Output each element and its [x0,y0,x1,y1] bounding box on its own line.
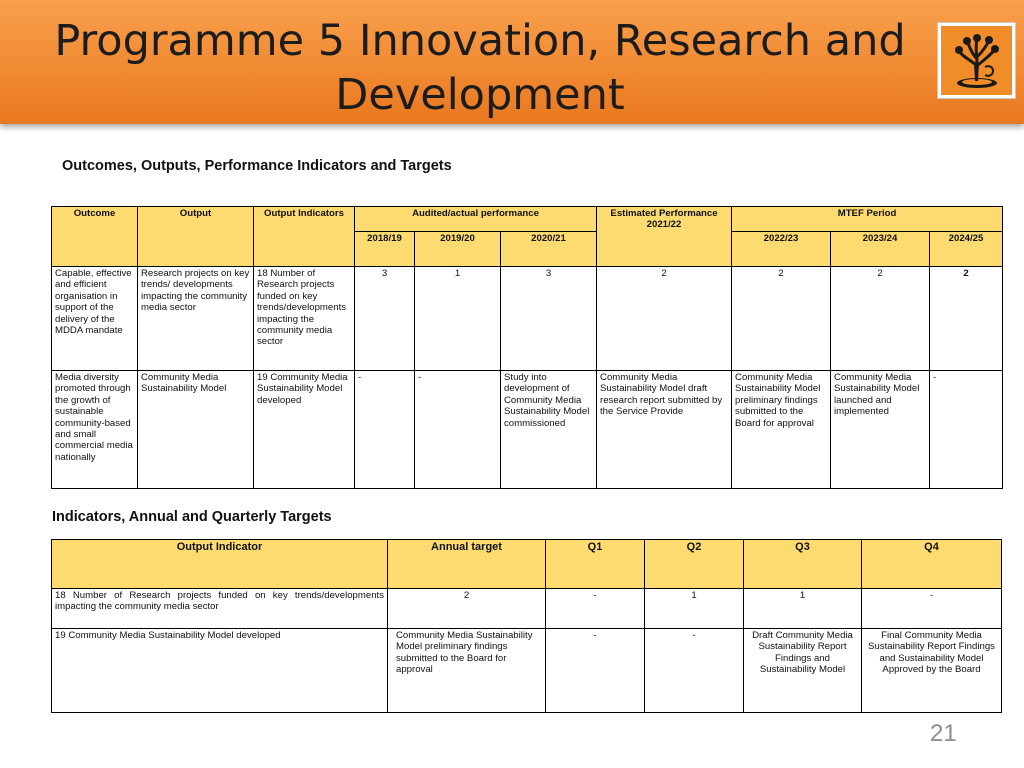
cell-q2: - [645,629,744,713]
cell-2022-23: 2 [732,267,831,371]
cell-annual-target: Community Media Sustainability Model preliminary findings submitted to the Board for approval [388,629,546,713]
cell-2024-25: - [930,371,1003,489]
cell-2020-21: 3 [501,267,597,371]
col-header-mtef: MTEF Period [732,207,1003,232]
section-heading-targets: Indicators, Annual and Quarterly Targets [52,509,332,525]
cell-2018-19: 3 [355,267,415,371]
col-header-audited: Audited/actual performance [355,207,597,232]
table-row [52,629,1002,713]
col-header-q2: Q2 [645,540,744,589]
cell-estimated: 2 [597,267,732,371]
table-row [52,371,1003,489]
col-header-mtef-year: 2022/23 [732,232,831,267]
organisation-logo [937,22,1016,99]
tree-logo-icon [947,31,1007,91]
col-header-estimated: Estimated Performance 2021/22 [597,207,732,267]
cell-q3: Draft Community Media Sustainability Report Findings and Sustainability Model [744,629,862,713]
cell-2023-24: 2 [831,267,930,371]
col-header-output-indicator: Output Indicator [52,540,388,589]
outcomes-table [51,206,1003,489]
cell-q1: - [546,589,645,629]
cell-2023-24: Community Media Sustainability Model launched and implemented [831,371,930,489]
cell-2020-21: Study into development of Community Media Sustainability Model commissioned [501,371,597,489]
cell-output: Research projects on key trends/ developments impacting the community media sector [138,267,254,371]
cell-q4: - [862,589,1002,629]
col-header-q3: Q3 [744,540,862,589]
table-row [52,589,1002,629]
slide-title: Programme 5 Innovation, Research and Development [54,16,906,120]
table-row [52,267,1003,371]
col-header-year: 2019/20 [415,232,501,267]
cell-indicator: 19 Community Media Sustainability Model developed [52,629,388,713]
cell-estimated: Community Media Sustainability Model draft research report submitted by the Service Provide [597,371,732,489]
section-heading-outcomes: Outcomes, Outputs, Performance Indicators and Targets [62,158,452,174]
col-header-q1: Q1 [546,540,645,589]
col-header-mtef-year: 2024/25 [930,232,1003,267]
cell-q2: 1 [645,589,744,629]
cell-outcome: Capable, effective and efficient organisation in support of the delivery of the MDDA mandate [52,267,138,371]
col-header-annual-target: Annual target [388,540,546,589]
col-header-year: 2018/19 [355,232,415,267]
cell-2022-23: Community Media Sustainability Model preliminary findings submitted to the Board for approval [732,371,831,489]
quarterly-targets-table [51,539,1002,713]
cell-output: Community Media Sustainability Model [138,371,254,489]
page-number: 21 [930,720,957,747]
cell-q3: 1 [744,589,862,629]
cell-2019-20: - [415,371,501,489]
cell-indicator: 18 Number of Research projects funded on key trends/developments impacting the community media sector [254,267,355,371]
cell-2018-19: - [355,371,415,489]
cell-q4: Final Community Media Sustainability Report Findings and Sustainability Model Approved by the Board [862,629,1002,713]
cell-annual-target: 2 [388,589,546,629]
col-header-year: 2020/21 [501,232,597,267]
cell-indicator: 18 Number of Research projects funded on key trends/developments impacting the community media sector [52,589,388,629]
col-header-output-indicators: Output Indicators [254,207,355,267]
col-header-q4: Q4 [862,540,1002,589]
cell-q1: - [546,629,645,713]
col-header-outcome: Outcome [52,207,138,267]
col-header-mtef-year: 2023/24 [831,232,930,267]
cell-2024-25: 2 [930,267,1003,371]
cell-2019-20: 1 [415,267,501,371]
col-header-output: Output [138,207,254,267]
cell-indicator: 19 Community Media Sustainability Model developed [254,371,355,489]
cell-outcome: Media diversity promoted through the growth of sustainable community-based and small commercial media nationally [52,371,138,489]
